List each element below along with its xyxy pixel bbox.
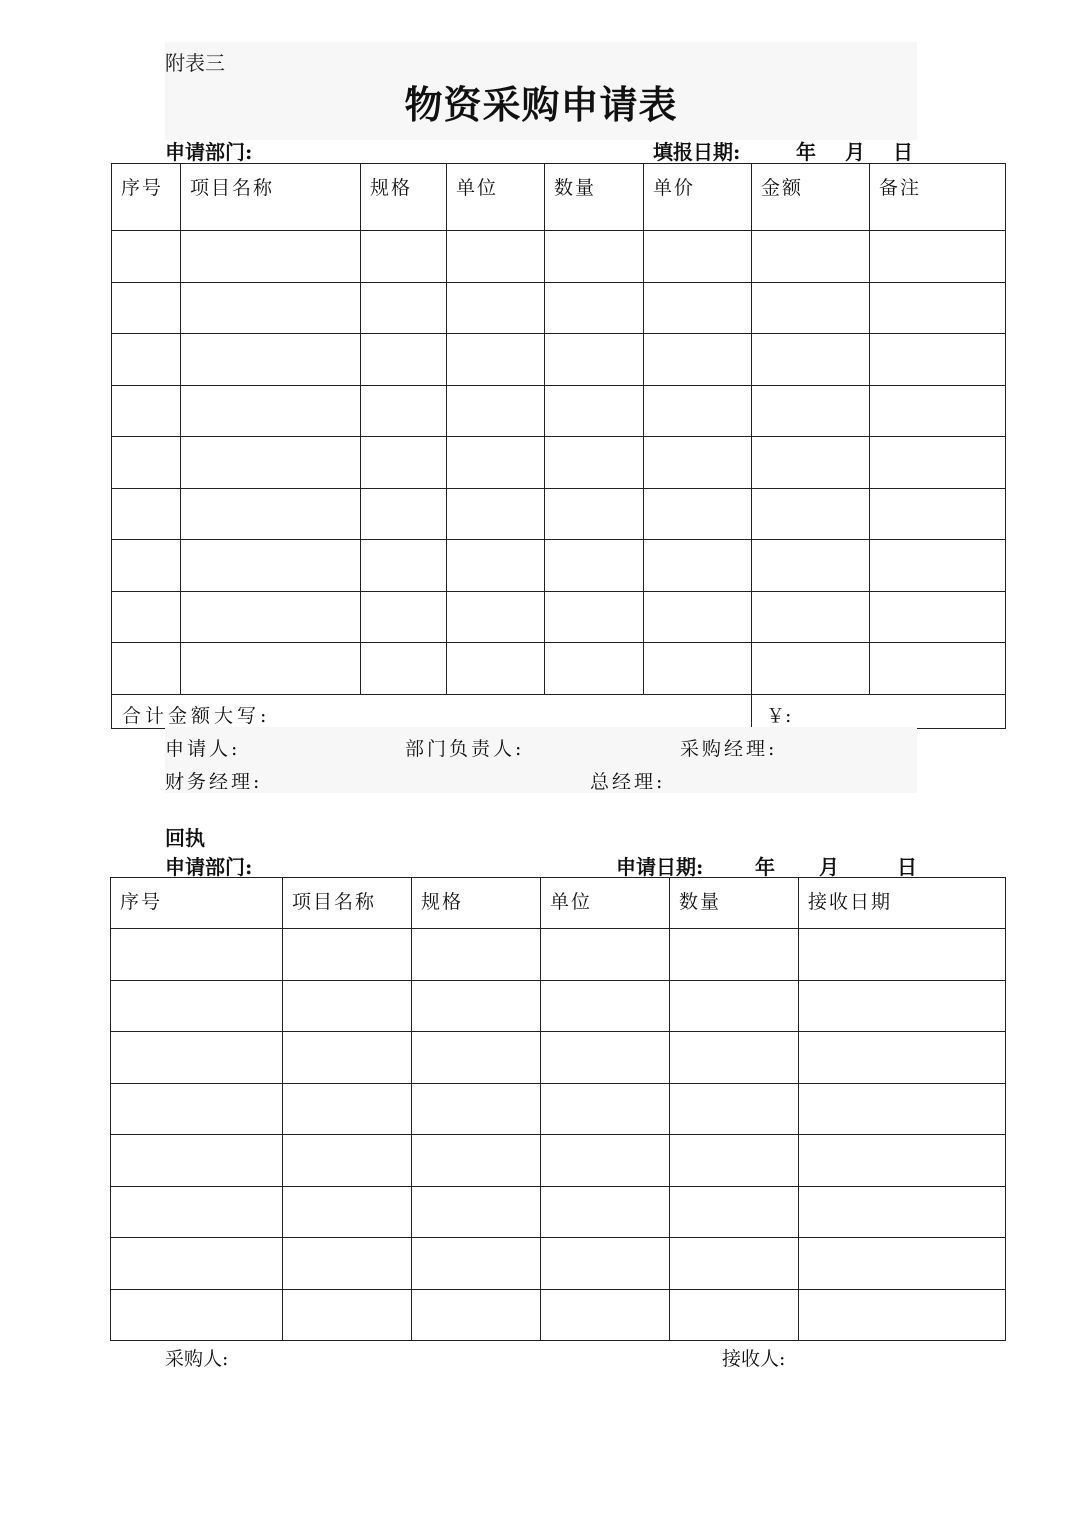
table-row: [111, 929, 1006, 981]
table-cell[interactable]: [112, 540, 181, 592]
table-cell[interactable]: [412, 1032, 541, 1084]
fill-date-month: 月: [845, 140, 865, 164]
table-cell[interactable]: [412, 1186, 541, 1238]
table-cell[interactable]: [799, 1289, 1006, 1341]
table-cell[interactable]: [361, 437, 447, 489]
table-cell[interactable]: [112, 282, 181, 334]
table-cell[interactable]: [361, 231, 447, 283]
dept-head-label: 部门负责人:: [405, 738, 525, 760]
table-cell[interactable]: [752, 282, 870, 334]
table-cell[interactable]: [799, 980, 1006, 1032]
table-row: [111, 1032, 1006, 1084]
table-cell[interactable]: [361, 282, 447, 334]
request-table: [111, 163, 1006, 729]
table-row: [111, 1083, 1006, 1135]
table-cell[interactable]: [870, 385, 1006, 437]
table-row: [112, 643, 1006, 695]
receipt-date-label: 申请日期:: [616, 855, 704, 879]
table-row: [111, 1135, 1006, 1187]
table-cell[interactable]: [541, 1135, 670, 1187]
table-cell[interactable]: [870, 591, 1006, 643]
table-cell[interactable]: [670, 1289, 799, 1341]
table-cell[interactable]: [752, 488, 870, 540]
table-cell[interactable]: [644, 282, 752, 334]
col-header: 项目名称: [283, 878, 412, 929]
table-cell[interactable]: [181, 643, 361, 695]
table-cell[interactable]: [799, 929, 1006, 981]
fill-date-label: 填报日期:: [653, 140, 741, 164]
table-cell[interactable]: [111, 980, 283, 1032]
table-cell[interactable]: [545, 334, 644, 386]
table-cell[interactable]: [545, 282, 644, 334]
total-row: [112, 694, 1006, 728]
table-cell[interactable]: [181, 334, 361, 386]
table-row: [111, 1289, 1006, 1341]
table-cell[interactable]: [541, 1238, 670, 1290]
col-header: 数量: [545, 164, 644, 231]
table-cell[interactable]: [545, 488, 644, 540]
table-cell[interactable]: [644, 488, 752, 540]
table-cell[interactable]: [545, 540, 644, 592]
table-cell[interactable]: [799, 1032, 1006, 1084]
table-cell[interactable]: [447, 385, 545, 437]
receiver-label: 接收人:: [722, 1348, 786, 1370]
table-cell[interactable]: [541, 1032, 670, 1084]
table-cell[interactable]: [112, 385, 181, 437]
table-cell[interactable]: [870, 282, 1006, 334]
table-cell[interactable]: [361, 488, 447, 540]
table-cell[interactable]: [870, 231, 1006, 283]
table-cell[interactable]: [112, 231, 181, 283]
table-row: [112, 540, 1006, 592]
table-cell[interactable]: [870, 437, 1006, 489]
table-cell[interactable]: [545, 231, 644, 283]
table-cell[interactable]: [644, 540, 752, 592]
table-cell[interactable]: [361, 540, 447, 592]
table-cell[interactable]: [670, 1135, 799, 1187]
table-row: [112, 231, 1006, 283]
table-cell[interactable]: [752, 385, 870, 437]
table-cell[interactable]: [644, 591, 752, 643]
purchase-manager-label: 采购经理:: [680, 738, 778, 760]
receipt-heading: 回执: [165, 826, 205, 850]
table-cell[interactable]: [447, 540, 545, 592]
table-cell[interactable]: [361, 643, 447, 695]
request-table-header-row: [112, 164, 1006, 231]
table-cell[interactable]: [670, 1032, 799, 1084]
currency-label: ￥:: [752, 694, 1006, 728]
table-cell[interactable]: [870, 643, 1006, 695]
table-cell[interactable]: [283, 929, 412, 981]
table-row: [111, 980, 1006, 1032]
table-row: [112, 437, 1006, 489]
table-cell[interactable]: [181, 437, 361, 489]
receipt-table: [110, 877, 1006, 1341]
table-cell[interactable]: [670, 1238, 799, 1290]
fill-date-year: 年: [796, 140, 816, 164]
table-cell[interactable]: [283, 1238, 412, 1290]
signature-band: [165, 727, 917, 793]
receipt-table-header-row: [111, 878, 1006, 929]
table-cell[interactable]: [112, 488, 181, 540]
table-cell[interactable]: [752, 591, 870, 643]
receipt-date-day: 日: [897, 855, 917, 879]
col-header: 序号: [112, 164, 181, 231]
table-cell[interactable]: [799, 1083, 1006, 1135]
table-cell[interactable]: [799, 1186, 1006, 1238]
table-cell[interactable]: [283, 1032, 412, 1084]
table-cell[interactable]: [670, 980, 799, 1032]
table-cell[interactable]: [644, 437, 752, 489]
table-cell[interactable]: [111, 1083, 283, 1135]
table-cell[interactable]: [412, 1083, 541, 1135]
request-dept-label: 申请部门:: [165, 140, 253, 164]
table-row: [111, 1186, 1006, 1238]
table-cell[interactable]: [545, 591, 644, 643]
table-cell[interactable]: [412, 980, 541, 1032]
table-cell[interactable]: [181, 591, 361, 643]
receipt-date-month: 月: [819, 855, 839, 879]
form-title: 物资采购申请表: [404, 82, 678, 127]
table-row: [112, 591, 1006, 643]
table-cell[interactable]: [870, 540, 1006, 592]
col-header: 金额: [752, 164, 870, 231]
table-cell[interactable]: [799, 1135, 1006, 1187]
table-cell[interactable]: [752, 231, 870, 283]
finance-manager-label: 财务经理:: [165, 771, 263, 793]
table-cell[interactable]: [670, 1186, 799, 1238]
table-cell[interactable]: [541, 929, 670, 981]
col-header: 规格: [361, 164, 447, 231]
table-cell[interactable]: [545, 437, 644, 489]
col-header: 单位: [541, 878, 670, 929]
table-cell[interactable]: [752, 643, 870, 695]
table-row: [112, 488, 1006, 540]
table-cell[interactable]: [412, 1289, 541, 1341]
table-cell[interactable]: [670, 929, 799, 981]
table-cell[interactable]: [644, 643, 752, 695]
table-cell[interactable]: [112, 437, 181, 489]
table-cell[interactable]: [111, 1289, 283, 1341]
general-manager-label: 总经理:: [590, 771, 666, 793]
table-cell[interactable]: [111, 1238, 283, 1290]
table-cell[interactable]: [644, 231, 752, 283]
table-cell[interactable]: [541, 980, 670, 1032]
table-cell[interactable]: [670, 1083, 799, 1135]
total-amount-label: 合计金额大写:: [112, 694, 752, 728]
table-cell[interactable]: [181, 385, 361, 437]
table-cell[interactable]: [644, 385, 752, 437]
table-cell[interactable]: [111, 929, 283, 981]
col-header: 序号: [111, 878, 283, 929]
appendix-label: 附表三: [165, 51, 225, 75]
table-cell[interactable]: [447, 643, 545, 695]
table-cell[interactable]: [283, 980, 412, 1032]
table-cell[interactable]: [112, 643, 181, 695]
table-cell[interactable]: [412, 929, 541, 981]
table-cell[interactable]: [112, 334, 181, 386]
applicant-label: 申请人:: [165, 738, 241, 760]
table-cell[interactable]: [447, 334, 545, 386]
table-cell[interactable]: [799, 1238, 1006, 1290]
table-cell[interactable]: [111, 1135, 283, 1187]
table-cell[interactable]: [412, 1135, 541, 1187]
fill-date-day: 日: [893, 140, 913, 164]
col-header: 项目名称: [181, 164, 361, 231]
table-cell[interactable]: [111, 1186, 283, 1238]
receipt-date-year: 年: [755, 855, 775, 879]
table-row: [112, 282, 1006, 334]
table-cell[interactable]: [545, 643, 644, 695]
table-cell[interactable]: [412, 1238, 541, 1290]
col-header: 接收日期: [799, 878, 1006, 929]
table-cell[interactable]: [283, 1289, 412, 1341]
table-cell[interactable]: [870, 334, 1006, 386]
table-cell[interactable]: [644, 334, 752, 386]
table-cell[interactable]: [181, 488, 361, 540]
col-header: 规格: [412, 878, 541, 929]
table-cell[interactable]: [283, 1083, 412, 1135]
table-cell[interactable]: [447, 591, 545, 643]
table-cell[interactable]: [361, 334, 447, 386]
table-cell[interactable]: [283, 1135, 412, 1187]
col-header: 备注: [870, 164, 1006, 231]
table-cell[interactable]: [545, 385, 644, 437]
table-cell[interactable]: [112, 591, 181, 643]
table-cell[interactable]: [447, 231, 545, 283]
purchaser-label: 采购人:: [165, 1348, 229, 1370]
table-cell[interactable]: [752, 334, 870, 386]
table-cell[interactable]: [181, 282, 361, 334]
table-cell[interactable]: [181, 540, 361, 592]
receipt-dept-label: 申请部门:: [165, 855, 253, 879]
table-cell[interactable]: [752, 437, 870, 489]
table-cell[interactable]: [541, 1186, 670, 1238]
table-row: [112, 385, 1006, 437]
table-cell[interactable]: [541, 1289, 670, 1341]
table-cell[interactable]: [541, 1083, 670, 1135]
table-cell[interactable]: [111, 1032, 283, 1084]
table-cell[interactable]: [361, 591, 447, 643]
col-header: 数量: [670, 878, 799, 929]
table-cell[interactable]: [870, 488, 1006, 540]
table-row: [111, 1238, 1006, 1290]
table-cell[interactable]: [447, 282, 545, 334]
table-cell[interactable]: [447, 437, 545, 489]
col-header: 单位: [447, 164, 545, 231]
col-header: 单价: [644, 164, 752, 231]
table-cell[interactable]: [283, 1186, 412, 1238]
table-cell[interactable]: [181, 231, 361, 283]
table-cell[interactable]: [447, 488, 545, 540]
table-cell[interactable]: [361, 385, 447, 437]
table-cell[interactable]: [752, 540, 870, 592]
table-row: [112, 334, 1006, 386]
